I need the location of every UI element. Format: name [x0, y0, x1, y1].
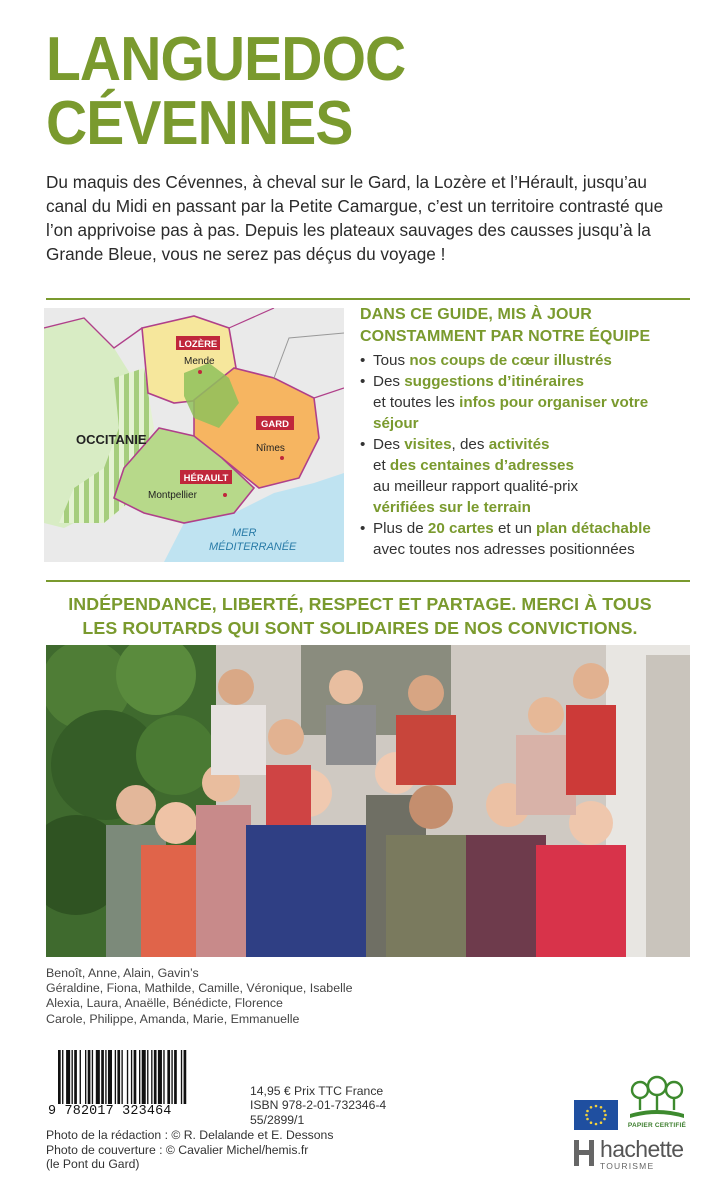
map-region-label: OCCITANIE: [76, 432, 147, 447]
item-highlight: 20 cartes: [427, 520, 494, 537]
map-sea-line1: MER: [232, 527, 257, 539]
names-line: Benoît, Anne, Alain, Gavin’s: [46, 966, 199, 980]
item-highlight: visites: [404, 436, 452, 453]
divider-top: [46, 298, 690, 300]
barcode-bar: [154, 1050, 157, 1104]
photo-credits: [46, 1128, 466, 1172]
guide-list: [360, 350, 690, 560]
team-names: [46, 966, 386, 1027]
barcode-bar: [108, 1050, 112, 1104]
barcode-bar: [134, 1050, 137, 1104]
barcode-bar: [62, 1050, 63, 1104]
barcode-bar: [115, 1050, 116, 1104]
guide-item: [360, 371, 690, 434]
barcode-bar: [121, 1050, 122, 1104]
barcode-bar: [66, 1050, 70, 1104]
guide-item: [360, 518, 690, 560]
map-label-herault: HÉRAULT: [183, 473, 229, 484]
price-info: [250, 1084, 386, 1127]
guide-heading: [360, 304, 690, 348]
barcode-bar: [158, 1050, 162, 1104]
barcode-bar: [117, 1050, 120, 1104]
item-highlight: vérifiées sur le terrain: [373, 499, 531, 516]
credit-line: (le Pont du Gard): [46, 1157, 140, 1172]
item-highlight: suggestions d’itinéraires: [404, 373, 585, 390]
credit-line: Photo de la rédaction : © R. Delalande et E. Dessons: [46, 1128, 334, 1142]
barcode-bar: [96, 1050, 100, 1104]
divider-middle: [46, 580, 690, 582]
motto-line-2: LES ROUTARDS QUI SONT SOLIDAIRES DE NOS CONVICTIONS.: [82, 618, 638, 638]
item-text: avec toutes nos adresses positionnées: [373, 541, 635, 558]
barcode-bar: [92, 1050, 93, 1104]
item-highlight: plan détachable: [535, 520, 651, 537]
barcode-bar: [127, 1050, 128, 1104]
item-highlight: activités: [488, 436, 550, 453]
barcode-bar: [101, 1050, 104, 1104]
map-city-montpellier: Montpellier: [148, 490, 197, 501]
item-text: , des: [451, 436, 489, 453]
title-line-1: LANGUEDOC: [46, 25, 406, 94]
eu-flag-icon: [574, 1100, 618, 1130]
title-line-2: CÉVENNES: [46, 89, 353, 158]
item-highlight: nos coups de cœur illustrés: [409, 352, 612, 369]
map-city-nimes: Nîmes: [256, 443, 285, 454]
item-text: au meilleur rapport qualité-prix: [373, 478, 579, 495]
barcode-bar: [105, 1050, 106, 1104]
barcode-bar: [163, 1050, 164, 1104]
intro-paragraph: Du maquis des Cévennes, à cheval sur le Gard, la Lozère et l’Hérault, jusqu’au canal du Midi en passant par la Petite Camargue, c’est un territoire contrasté que l’on apprivoise pas à pas. Depuis les plateaux sauvages des causses jusqu’à la Grande Bleue, vous ne serez pas déçus du voyage !: [46, 172, 664, 264]
barcode-bar: [184, 1050, 187, 1104]
barcode-bar: [142, 1050, 146, 1104]
barcode-bar: [181, 1050, 182, 1104]
barcode-bar: [72, 1050, 73, 1104]
item-text: et un: [493, 520, 536, 537]
names-line: Géraldine, Fiona, Mathilde, Camille, Véronique, Isabelle: [46, 981, 353, 996]
barcode-bar: [58, 1050, 61, 1104]
motto: [0, 592, 720, 640]
guide-heading-line-2: CONSTAMMENT PAR NOTRE ÉQUIPE: [360, 328, 651, 345]
item-text: et: [373, 457, 390, 474]
item-text: Des: [373, 436, 405, 453]
names-line: Carole, Philippe, Amanda, Marie, Emmanuelle: [46, 1011, 300, 1026]
region-map: [44, 308, 344, 562]
ref-line: 55/2899/1: [250, 1112, 305, 1127]
price-line: 14,95 € Prix TTC France: [250, 1084, 384, 1098]
item-text: Des: [373, 373, 405, 390]
credit-line: Photo de couverture : © Cavalier Michel/hemis.fr: [46, 1142, 309, 1157]
barcode-bar: [131, 1050, 132, 1104]
barcode-bar: [88, 1050, 91, 1104]
publisher-name: hachette: [600, 1136, 684, 1162]
barcode-bar: [85, 1050, 86, 1104]
item-highlight: des centaines d’adresses: [389, 457, 574, 474]
barcode-bar: [80, 1050, 81, 1104]
guide-item: [360, 434, 690, 518]
barcode-bar: [171, 1050, 172, 1104]
barcode-bar: [167, 1050, 170, 1104]
hachette-mark-icon: [574, 1140, 594, 1166]
motto-line-1: INDÉPENDANCE, LIBERTÉ, RESPECT ET PARTAGE. MERCI À TOUS: [68, 594, 652, 614]
publisher-subtitle: TOURISME: [600, 1161, 655, 1171]
names-line: Alexia, Laura, Anaëlle, Bénédicte, Florence: [46, 996, 283, 1011]
map-sea-line2: MÉDITERRANÉE: [209, 541, 297, 553]
map-label-lozere: LOZÈRE: [178, 339, 218, 350]
publisher-logo: [574, 1136, 690, 1172]
item-text: Plus de: [373, 520, 428, 537]
map-city-mende: Mende: [184, 356, 215, 367]
item-highlight: infos pour organiser votre séjour: [373, 394, 649, 432]
certified-label: PAPIER CERTIFIÉ: [627, 1122, 687, 1129]
guide-title: [46, 25, 406, 158]
item-text: Tous: [373, 352, 410, 369]
map-label-gard: GARD: [261, 419, 289, 430]
isbn-line: ISBN 978-2-01-732346-4: [250, 1098, 387, 1113]
team-photo: [46, 645, 690, 957]
barcode-bar: [74, 1050, 77, 1104]
guide-item: [360, 350, 690, 371]
barcode-bar: [151, 1050, 152, 1104]
guide-heading-line-1: DANS CE GUIDE, MIS À JOUR: [360, 306, 592, 323]
guide-contents: [360, 304, 690, 560]
barcode-bar: [147, 1050, 148, 1104]
barcode-bar: [174, 1050, 177, 1104]
item-text: et toutes les: [373, 394, 460, 411]
barcode-digits: 9 782017 323464: [46, 1104, 236, 1119]
barcode-bar: [139, 1050, 140, 1104]
